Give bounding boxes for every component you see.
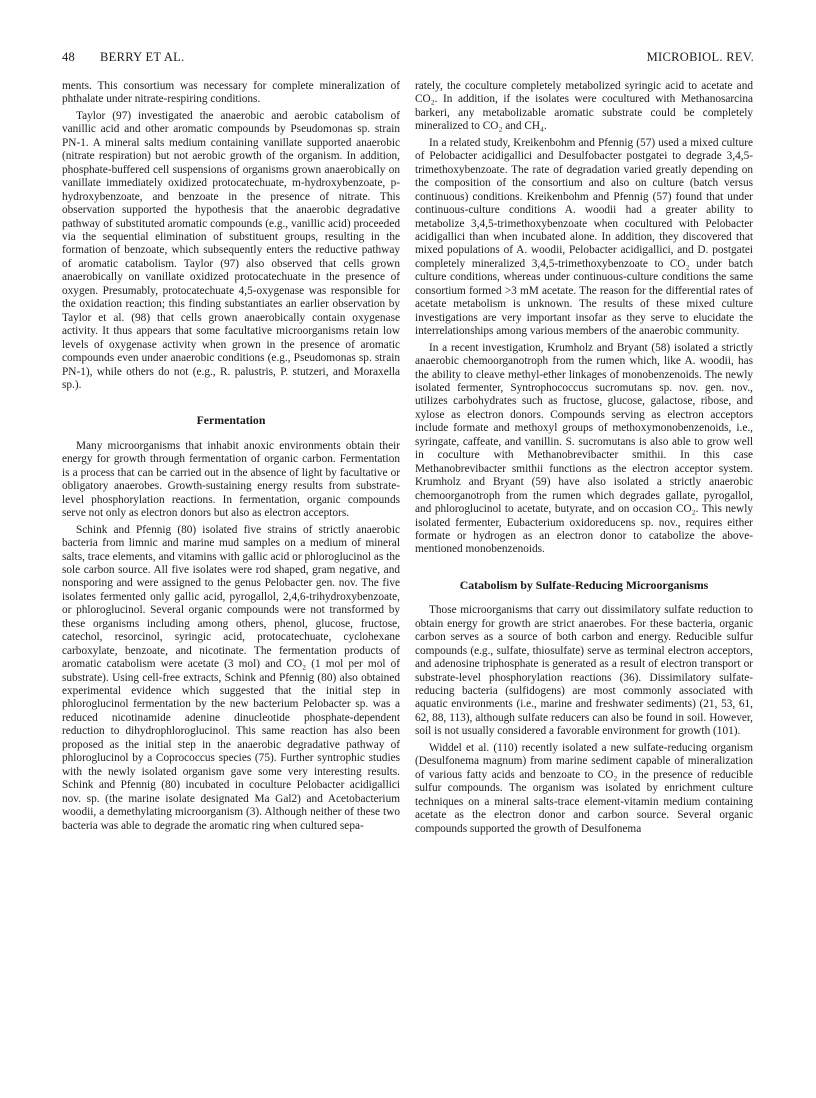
paragraph: Those microorganisms that carry out dissimilatory sulfate reduction to obtain energy for growth are strict anaerobes. For these bacteria, organic carbon serves as a source of both carbon and energy. Reducible sulfur compounds (e.g., sulfate, thiosulfate) serve as terminal electron acceptors, and adenosine triphosphate is generated as a result of electron transport or substrate-level phosphorylation reactions (36). Dissimilatory sulfate-reducing bacteria (sulfidogens) are most commonly associated with aquatic environments (i.e., marine and freshwater sediments) (21, 53, 61, 62, 88, 113), although sulfate reducers can also be found in soil. However, soil is not usually considered a favorable environment for growth (101). (415, 604, 753, 738)
paragraph: ments. This consortium was necessary for complete mineralization of phthalate under nitrate-respiring conditions. (62, 80, 400, 106)
paragraph: Schink and Pfennig (80) isolated five strains of strictly anaerobic bacteria from limnic and marine mud samples on a medium of mineral salts, trace elements, and vitamins with gallic acid or phloroglucinol as the sole carbon source. All five isolates were rod shaped, gram negative, and nonsporing and were assigned to the genus Pelobacter gen. nov. The five isolates fermented only gallic acid, pyrogallol, 2,4,6-trihydroxybenzoate, or phloroglucinol. Several organic compounds were not transformed by these organisms including among others, phenol, glucose, fructose, catechol, resorcinol, syringic acid, protocatechuate, cyclohexane carboxylate, benzoate, and nicotinate. The fermentation products of aromatic catabolism were acetate (3 mol) and CO₂ (1 mol per mol of substrate). Using cell-free extracts, Schink and Pfennig (80) also obtained experimental evidence which suggested that the initial step in phloroglucinol fermentation by the new bacterium Pelobacter sp. was a reduced nicotinamide adenine dinucleotide phosphate-dependent reduction to dihydrophloroglucinol. This same reaction has also been proposed as the initial step in the anaerobic degradative pathway of phloroglucinol by a Coprococcus species (75). Further syntrophic studies with the newly isolated organism gave some very interesting results. Schink and Pfennig (80) incubated in coculture Pelobacter acidigallici nov. sp. (the marine isolate designated Ma Gal2) and Acetobacterium woodii, a demethylating microorganism (3). Although neither of these two bacteria was able to degrade the aromatic ring when cultured sepa- (62, 523, 400, 832)
left-column (62, 80, 400, 836)
paragraph: In a recent investigation, Krumholz and Bryant (58) isolated a strictly anaerobic chemoorganotroph from the rumen which, like A. woodii, has the ability to cleave methyl-ether linkages of monobenzenoids. The newly isolated fermenter, Syntrophococcus sucromutans sp. nov. gen. nov., utilizes carbohydrates such as fructose, glucose, galactose, ribose, and xylose as electron donors. Compounds serving as electron acceptors include formate and methoxyl groups of methoxymonobenzenoids, i.e., syringate, caffeate, and vanillin. S. sucromutans is also able to grow well in coculture with Methanobrevibacter smithii. In this case Methanobrevibacter smithii functions as the electron acceptor system. Krumholz and Bryant (59) have also isolated a strictly anaerobic chemoorganotroph from the rumen which degrades gallate, pyrogallol, and phloroglucinol to acetate, butyrate, and on occasion CO₂. This newly isolated fermenter, Eubacterium oxidoreducens sp. nov., requires either formate or hydrogen as an electron donor to catabolize the above-mentioned monobenzenoids. (415, 341, 753, 556)
page-number: 48 (62, 50, 76, 64)
paragraph: Many microorganisms that inhabit anoxic environments obtain their energy for growth through fermentation of organic carbon. Fermentation is a process that can be carried out in the absence of light by facultative or obligatory anaerobes. Growth-sustaining energy results from substrate-level phosphorylation reactions. In fermentation, organic compounds serve not only as electron donors but also as electron acceptors. (62, 439, 400, 520)
paragraph: In a related study, Kreikenbohm and Pfennig (57) used a mixed culture of Pelobacter acidigallici and Desulfobacter postgatei to degrade 3,4,5-trimethoxybenzoate. The rate of degradation varied greatly depending on the composition of the consortium and also on culture (batch versus continuous) conditions. Kreikenbohm and Pfennig (57) found that under continuous-culture conditions A. woodii had a greater ability to metabolize 3,4,5-trimethoxybenzoate when cocultured with Pelobacter acidigallici than when incubated alone. In addition, they discovered that mixed populations of A. woodii, Pelobacter acidigallici, and D. postgatei completely mineralized 3,4,5-trimethoxybenzoate to CO₂ under batch culture conditions, whereas under continuous-culture conditions the same consortium formed >3 mM acetate. The reason for the differential rates of acetate metabolism is unknown. The results of these mixed culture investigations are very important insofar as they serve to elucidate the interrelationships among various members of the anaerobic community. (415, 136, 753, 338)
journal-name: MICROBIOL. REV. (646, 50, 754, 64)
section-heading: Catabolism by Sulfate-Reducing Microorganisms (459, 577, 709, 592)
running-authors: BERRY ET AL. (100, 50, 185, 64)
paragraph: Taylor (97) investigated the anaerobic and aerobic catabolism of vanillic acid and other aromatic compounds by Pseudomonas sp. strain PN-1. A mineral salts medium containing vanillate supported anaerobic (nitrate respiration) but not aerobic growth of the organism. In addition, phosphate-buffered cell suspensions of organisms grown anaerobically on vanillate immediately oxidized protocatechuate, m-hydroxybenzoate, p-hydroxybenzoate, and benzoate in the presence of nitrate. This observation supported the hypothesis that the anaerobic degradative pathway of substituted aromatic compounds (e.g., vanillic acid) proceeded via the sequential elimination of substituent groups, resulting in the formation of benzoate, which subsequently enters the reductive pathway of aromatic catabolism. Taylor (97) also observed that cells grown anaerobically on vanillate oxidized protocatechuate in the presence of oxygen. Presumably, protocatechuate 4,5-oxygenase was responsible for the oxidation reaction; this finding substantiates an earlier observation by Taylor et al. (98) that cells grown anaerobically contain oxygenase activity. It thus appears that some facultative microorganisms retain low levels of oxygenase activity when grown in the presence of aromatic compounds even under anaerobic conditions (e.g., Pseudomonas sp. strain PN-1), while others do not (e.g., R. palustris, P. stutzeri, and Moraxella sp.). (62, 109, 400, 391)
right-column (415, 80, 753, 839)
paragraph: rately, the coculture completely metabolized syringic acid to acetate and CO₂. In addition, if the isolates were cocultured with Methanosarcina barkeri, any metabolizable aromatic substrate could be completely mineralized to CO₂ and CH₄. (415, 80, 753, 133)
running-header (62, 50, 754, 68)
paragraph: Widdel et al. (110) recently isolated a new sulfate-reducing organism (Desulfonema magnum) from marine sediment capable of mineralization of various fatty acids and benzoate to CO₂ in the presence of reducible sulfur compounds. The organism was isolated by enrichment culture techniques on a mineral salts-trace element-vitamin medium containing acetate as the electron donor and carbon source. Several organic compounds supported the growth of Desulfonema (415, 741, 753, 835)
section-heading: Fermentation (196, 413, 266, 428)
